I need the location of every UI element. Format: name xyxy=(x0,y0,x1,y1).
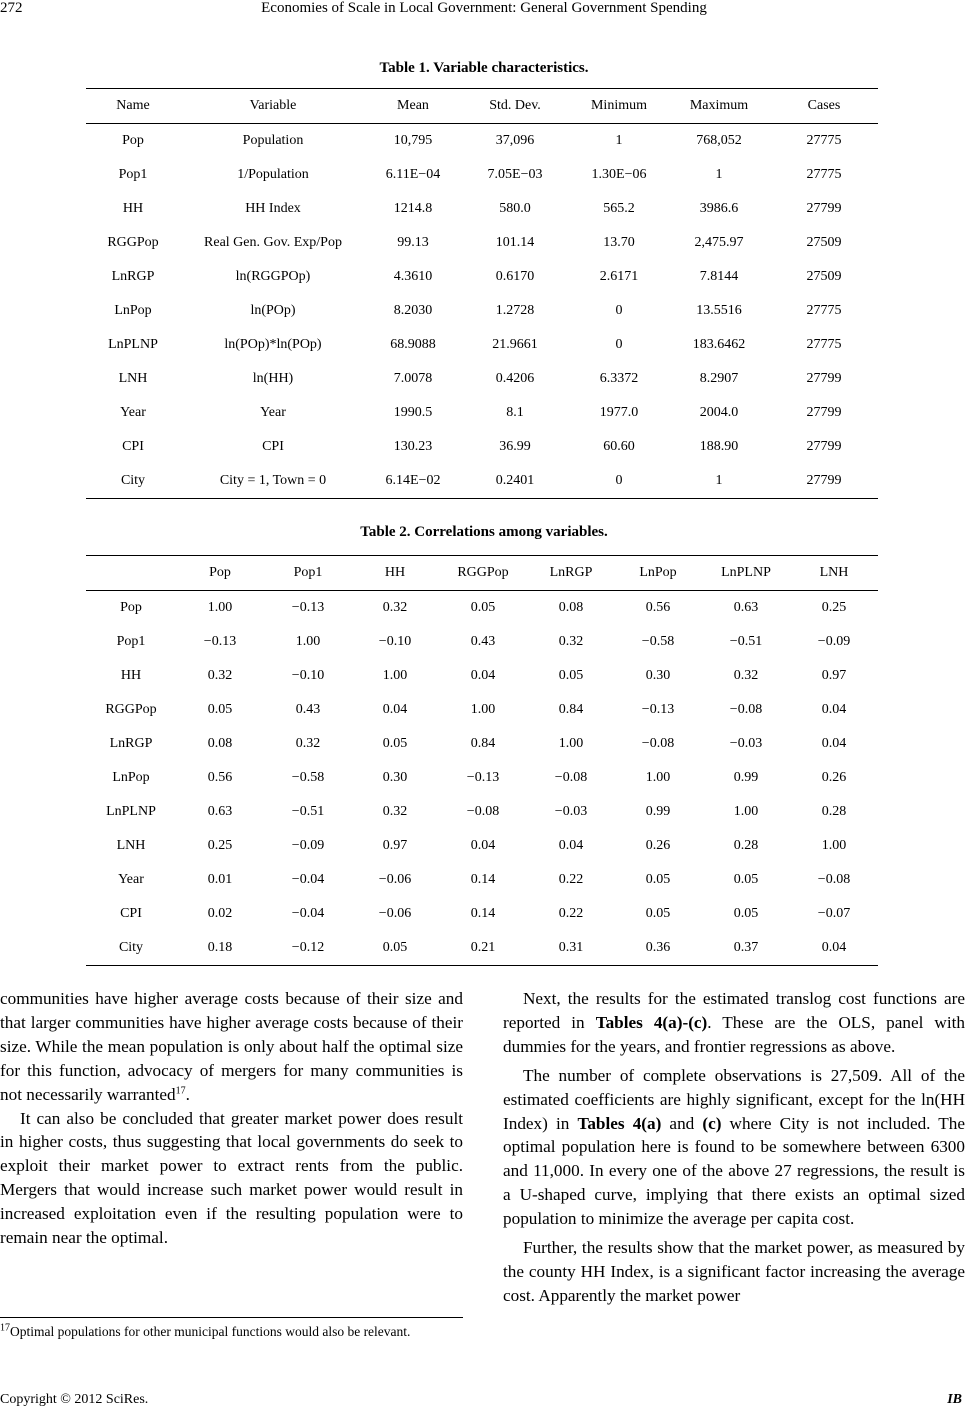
journal-abbrev: IB xyxy=(947,1392,962,1407)
table-cell: 2004.0 xyxy=(699,405,739,420)
table2-header-cell: LnRGP xyxy=(528,556,614,591)
table-cell: −0.13 xyxy=(466,770,500,785)
table-cell: 1990.5 xyxy=(393,405,433,420)
table-cell: LnPLNP xyxy=(108,337,158,352)
table1-header-cell: Mean xyxy=(366,89,460,124)
right-p1-text-a: Next, the results for the estimated translog cost functions are reported in xyxy=(503,989,965,1032)
table-cell: 1.00 xyxy=(382,668,408,683)
table-row xyxy=(86,328,878,362)
table-cell: 36.99 xyxy=(499,439,531,454)
table-cell: LnRGP xyxy=(111,269,155,284)
table-cell: CPI xyxy=(120,906,142,921)
table-cell: −0.10 xyxy=(378,634,412,649)
table-row xyxy=(86,430,878,464)
table2-header-cell xyxy=(86,556,176,591)
table-cell: 1.00 xyxy=(821,838,847,853)
table-cell: 101.14 xyxy=(495,235,535,250)
table-row xyxy=(86,124,878,159)
table-cell: −0.08 xyxy=(729,702,763,717)
table-cell: 0.25 xyxy=(207,838,233,853)
table-row xyxy=(86,829,878,863)
table-cell: 1.00 xyxy=(558,736,584,751)
table-cell: 27799 xyxy=(806,405,842,420)
table-cell: 0.05 xyxy=(645,872,671,887)
right-paragraph-1 xyxy=(503,987,965,1059)
table-cell: 1977.0 xyxy=(599,405,639,420)
table-cell: 565.2 xyxy=(603,201,635,216)
table-row xyxy=(86,464,878,499)
table-cell: 0.6170 xyxy=(495,269,535,284)
table-cell: 0.43 xyxy=(470,634,496,649)
table-cell: −0.12 xyxy=(264,931,352,966)
table-cell: −0.04 xyxy=(291,906,325,921)
table-cell: 0.99 xyxy=(645,804,671,819)
table-cell: RGGPop xyxy=(105,702,157,717)
right-p2-text-mid: and xyxy=(661,1113,703,1133)
table-cell: 27509 xyxy=(806,235,842,250)
table-cell: 0.28 xyxy=(733,838,759,853)
table-cell: −0.51 xyxy=(729,634,763,649)
table1-header-cell: Variable xyxy=(180,89,366,124)
table-cell: 21.9661 xyxy=(492,337,538,352)
table2-header-cell: LnPLNP xyxy=(702,556,790,591)
table-row xyxy=(86,158,878,192)
table-cell: HH xyxy=(122,201,144,216)
page-number: 272 xyxy=(0,0,23,16)
table-cell: 1 xyxy=(668,464,770,499)
table-cell: 13.5516 xyxy=(696,303,742,318)
table-cell: ln(HH) xyxy=(252,371,294,386)
table-cell: −0.13 xyxy=(203,634,237,649)
table-cell: 0.05 xyxy=(382,736,408,751)
table-cell: 6.11E−04 xyxy=(385,167,441,182)
table-cell: LNH xyxy=(118,371,148,386)
table-cell: 0.04 xyxy=(382,702,408,717)
table-cell: 0.84 xyxy=(470,736,496,751)
table1-header-cell: Cases xyxy=(770,89,878,124)
table-cell: −0.03 xyxy=(554,804,588,819)
table-cell: 27799 xyxy=(806,201,842,216)
table-cell: LnPop xyxy=(112,770,150,785)
table-cell: 0.05 xyxy=(558,668,584,683)
table-cell: 0.04 xyxy=(470,838,496,853)
table-cell: 37,096 xyxy=(495,133,535,148)
table-cell: 0.56 xyxy=(645,600,671,615)
table-cell: 0.01 xyxy=(207,872,233,887)
table-cell: 0.05 xyxy=(645,906,671,921)
table-cell: 0.63 xyxy=(733,600,759,615)
table-cell: 768,052 xyxy=(696,133,742,148)
table-cell: LnPLNP xyxy=(106,804,156,819)
table-cell: 0.56 xyxy=(207,770,233,785)
table-cell: 0.32 xyxy=(382,804,408,819)
table-cell: 68.9088 xyxy=(390,337,436,352)
table-cell: LnRGP xyxy=(109,736,153,751)
table-cell: 4.3610 xyxy=(393,269,433,284)
table-cell: 8.1 xyxy=(506,405,524,420)
table1-header-cell: Maximum xyxy=(668,89,770,124)
table-cell: ln(RGGPOp) xyxy=(235,269,311,284)
table-cell: 0.84 xyxy=(558,702,584,717)
table-cell: 0.32 xyxy=(733,668,759,683)
table-cell: ln(POp)*ln(POp) xyxy=(224,337,322,352)
table-cell: 99.13 xyxy=(397,235,429,250)
right-p1-text-b: . These are the OLS, panel with dummies for the years, and frontier regressions as above. xyxy=(503,1012,965,1056)
table-cell: 0.30 xyxy=(645,668,671,683)
table2-header-cell: HH xyxy=(352,556,438,591)
table-cell: 27799 xyxy=(770,464,878,499)
table-cell: City xyxy=(86,464,180,499)
table-cell: 8.2907 xyxy=(699,371,739,386)
table-cell: Pop1 xyxy=(118,167,148,182)
table1-header-row xyxy=(86,89,878,124)
table-cell: −0.13 xyxy=(291,600,325,615)
table-cell: 1 xyxy=(615,133,623,148)
table-cell: 60.60 xyxy=(603,439,635,454)
table-cell: −0.09 xyxy=(291,838,325,853)
table-cell: 183.6462 xyxy=(692,337,746,352)
table-cell: 0.4206 xyxy=(495,371,535,386)
table-row xyxy=(86,591,878,626)
table-cell: 13.70 xyxy=(603,235,635,250)
table-cell: ln(POp) xyxy=(250,303,296,318)
table-cell: 0.21 xyxy=(438,931,528,966)
table-cell: 0 xyxy=(615,337,623,352)
table-cell: Real Gen. Gov. Exp/Pop xyxy=(204,235,342,250)
table2 xyxy=(86,555,878,966)
table-cell: 1.00 xyxy=(295,634,321,649)
table-row xyxy=(86,362,878,396)
table1-caption: Table 1. Variable characteristics. xyxy=(379,60,589,76)
table-cell: −0.09 xyxy=(817,634,851,649)
table-cell: −0.08 xyxy=(641,736,675,751)
table-cell: 27775 xyxy=(806,167,842,182)
table-cell: 1.30E−06 xyxy=(591,167,647,182)
table-cell: 0.05 xyxy=(207,702,233,717)
table-cell: 8.2030 xyxy=(393,303,433,318)
left-paragraph-2: It can also be concluded that greater market power does result in higher costs, thus suggesting that local governments do seek to exploit their market power to extract rents from the public. Mergers that would increase such market power would result in increased exploitation even if the resulting population were to remain near the optimal. xyxy=(0,1108,463,1248)
copyright: Copyright © 2012 SciRes. xyxy=(0,1392,149,1407)
table-cell: −0.51 xyxy=(291,804,325,819)
table-cell: 0.63 xyxy=(207,804,233,819)
table-cell: 0.14 xyxy=(470,906,496,921)
table-cell: 0.97 xyxy=(821,668,847,683)
table-cell: −0.03 xyxy=(729,736,763,751)
table-cell: 130.23 xyxy=(393,439,433,454)
table-cell: 2,475.97 xyxy=(694,235,744,250)
table-row xyxy=(86,863,878,897)
left-paragraph-1 xyxy=(0,987,463,1107)
footnote-rule xyxy=(0,1317,463,1318)
table-cell: 0.04 xyxy=(821,736,847,751)
table-cell: 0.26 xyxy=(645,838,671,853)
table-cell: 6.3372 xyxy=(599,371,639,386)
table-cell: 0.2401 xyxy=(460,464,570,499)
table-cell: 0.25 xyxy=(821,600,847,615)
table-cell: 7.05E−03 xyxy=(487,167,543,182)
table-cell: 0 xyxy=(615,303,623,318)
footnote xyxy=(0,1322,463,1341)
table-cell: 0.43 xyxy=(295,702,321,717)
table-row xyxy=(86,897,878,931)
table-row xyxy=(86,761,878,795)
table-ref: Tables 4(a)-(c) xyxy=(595,1012,708,1032)
table-cell: Population xyxy=(242,133,304,148)
table-cell: 6.14E−02 xyxy=(366,464,460,499)
table-row xyxy=(86,693,878,727)
table-cell: Pop1 xyxy=(116,634,146,649)
table-cell: 10,795 xyxy=(393,133,433,148)
table-cell: 0 xyxy=(570,464,668,499)
table-cell: 0.30 xyxy=(382,770,408,785)
table-cell: Year xyxy=(260,405,286,420)
table-cell: City xyxy=(86,931,176,966)
table-cell: 0.22 xyxy=(558,906,584,921)
table-cell: 0.04 xyxy=(790,931,878,966)
table-cell: 0.04 xyxy=(558,838,584,853)
table-cell: RGGPop xyxy=(107,235,159,250)
table-row xyxy=(86,226,878,260)
table-cell: 0.05 xyxy=(352,931,438,966)
table-cell: CPI xyxy=(122,439,144,454)
table-cell: 0.18 xyxy=(176,931,264,966)
table-cell: 1.2728 xyxy=(495,303,535,318)
right-column xyxy=(503,987,965,1308)
table-cell: 0.08 xyxy=(558,600,584,615)
table-cell: −0.58 xyxy=(641,634,675,649)
table-cell: 0.32 xyxy=(207,668,233,683)
table-cell: 27509 xyxy=(806,269,842,284)
table-cell: −0.08 xyxy=(554,770,588,785)
table2-header-cell: LNH xyxy=(790,556,878,591)
table1-header-cell: Name xyxy=(86,89,180,124)
table-ref: (c) xyxy=(702,1113,722,1133)
table1-header-cell: Std. Dev. xyxy=(460,89,570,124)
table-cell: 27799 xyxy=(806,371,842,386)
right-paragraph-3: Further, the results show that the market power, as measured by the county HH Index, is a significant factor increasing the average cost. Apparently the market power xyxy=(503,1238,965,1305)
table-cell: −0.13 xyxy=(641,702,675,717)
table-cell: Year xyxy=(118,872,144,887)
table-cell: 0.36 xyxy=(614,931,702,966)
table-cell: −0.07 xyxy=(817,906,851,921)
table-cell: −0.04 xyxy=(291,872,325,887)
table2-header-row xyxy=(86,556,878,591)
table-cell: −0.58 xyxy=(291,770,325,785)
table2-header-cell: Pop1 xyxy=(264,556,352,591)
table-cell: 27775 xyxy=(806,337,842,352)
table-cell: 0.02 xyxy=(207,906,233,921)
table-ref: Tables 4(a) xyxy=(577,1113,662,1133)
table-row xyxy=(86,659,878,693)
table1-header-cell: Minimum xyxy=(570,89,668,124)
table-cell: 1 xyxy=(715,167,723,182)
table-cell: −0.08 xyxy=(817,872,851,887)
table-cell: 580.0 xyxy=(499,201,531,216)
table-cell: 1/Population xyxy=(237,167,309,182)
table-cell: 0.32 xyxy=(558,634,584,649)
table-cell: 0.97 xyxy=(382,838,408,853)
left-column xyxy=(0,987,463,1250)
table-row xyxy=(86,625,878,659)
table-cell: 0.37 xyxy=(702,931,790,966)
table-cell: 1.00 xyxy=(733,804,759,819)
table-cell: 27775 xyxy=(806,133,842,148)
left-paragraph-1-text: communities have higher average costs because of their size and that larger communities have higher average costs because of their size. While the mean population is only about half the optimal size for this function, advocacy of mergers for many communities is not necessarily warranted xyxy=(0,989,463,1104)
table2-header-cell: RGGPop xyxy=(438,556,528,591)
running-title: Economies of Scale in Local Government: General Government Spending xyxy=(261,0,707,16)
table-cell: 1.00 xyxy=(470,702,496,717)
table-cell: Pop xyxy=(122,133,144,148)
table2-header-cell: LnPop xyxy=(614,556,702,591)
right-paragraph-2 xyxy=(503,1064,965,1231)
table-row xyxy=(86,396,878,430)
table-cell: −0.06 xyxy=(378,906,412,921)
table-cell: 7.0078 xyxy=(393,371,433,386)
table-row xyxy=(86,260,878,294)
footnote-text: Optimal populations for other municipal functions would also be relevant. xyxy=(10,1324,411,1339)
table2-header-cell: Pop xyxy=(176,556,264,591)
footnote-ref: 17 xyxy=(175,1084,186,1096)
table-cell: HH Index xyxy=(245,201,301,216)
table-row xyxy=(86,795,878,829)
table-row xyxy=(86,727,878,761)
left-paragraph-1-end: . xyxy=(185,1084,190,1104)
table-cell: 1.00 xyxy=(207,600,233,615)
table-cell: 1.00 xyxy=(645,770,671,785)
table-cell: 1214.8 xyxy=(393,201,433,216)
running-header xyxy=(0,0,968,24)
table-cell: HH xyxy=(120,668,142,683)
table-row xyxy=(86,931,878,966)
table-cell: 0.28 xyxy=(821,804,847,819)
table-cell: City = 1, Town = 0 xyxy=(180,464,366,499)
table-cell: 7.8144 xyxy=(699,269,739,284)
table-row xyxy=(86,294,878,328)
table-cell: 0.04 xyxy=(470,668,496,683)
table-cell: 0.14 xyxy=(470,872,496,887)
table1 xyxy=(86,88,878,499)
table-cell: 0.04 xyxy=(821,702,847,717)
table-cell: 0.31 xyxy=(528,931,614,966)
table-cell: 0.08 xyxy=(207,736,233,751)
table-cell: 0.22 xyxy=(558,872,584,887)
table-cell: 0.05 xyxy=(470,600,496,615)
table-cell: 27799 xyxy=(806,439,842,454)
table-cell: Year xyxy=(120,405,146,420)
right-p2-text-b: where City is not included. The optimal population here is found to be somewhere between 6300 and 11,000. In every one of the above 27 regressions, the result is a U-shaped curve, implying that there exists an optimal sized population to minimize the average per capita cost. xyxy=(503,1113,965,1229)
table-cell: CPI xyxy=(262,439,284,454)
table-cell: 0.99 xyxy=(733,770,759,785)
table-cell: LNH xyxy=(116,838,146,853)
table-cell: 2.6171 xyxy=(599,269,639,284)
footnote-number: 17 xyxy=(0,1322,10,1334)
table-cell: 3986.6 xyxy=(699,201,739,216)
table-cell: 0.05 xyxy=(733,906,759,921)
table-row xyxy=(86,192,878,226)
table2-caption: Table 2. Correlations among variables. xyxy=(360,524,608,540)
table-cell: 0.26 xyxy=(821,770,847,785)
table-cell: 0.32 xyxy=(382,600,408,615)
table-cell: 188.90 xyxy=(699,439,739,454)
right-p2-text-a: The number of complete observations is 27,509. All of the estimated coefficients are highly significant, except for the ln(HH Index) in xyxy=(503,1065,965,1133)
table-cell: 0.05 xyxy=(733,872,759,887)
table-cell: Pop xyxy=(120,600,142,615)
table-cell: −0.10 xyxy=(291,668,325,683)
table-cell: 27775 xyxy=(806,303,842,318)
table-cell: −0.08 xyxy=(466,804,500,819)
table-cell: −0.06 xyxy=(378,872,412,887)
table-cell: LnPop xyxy=(114,303,152,318)
table-cell: 0.32 xyxy=(295,736,321,751)
